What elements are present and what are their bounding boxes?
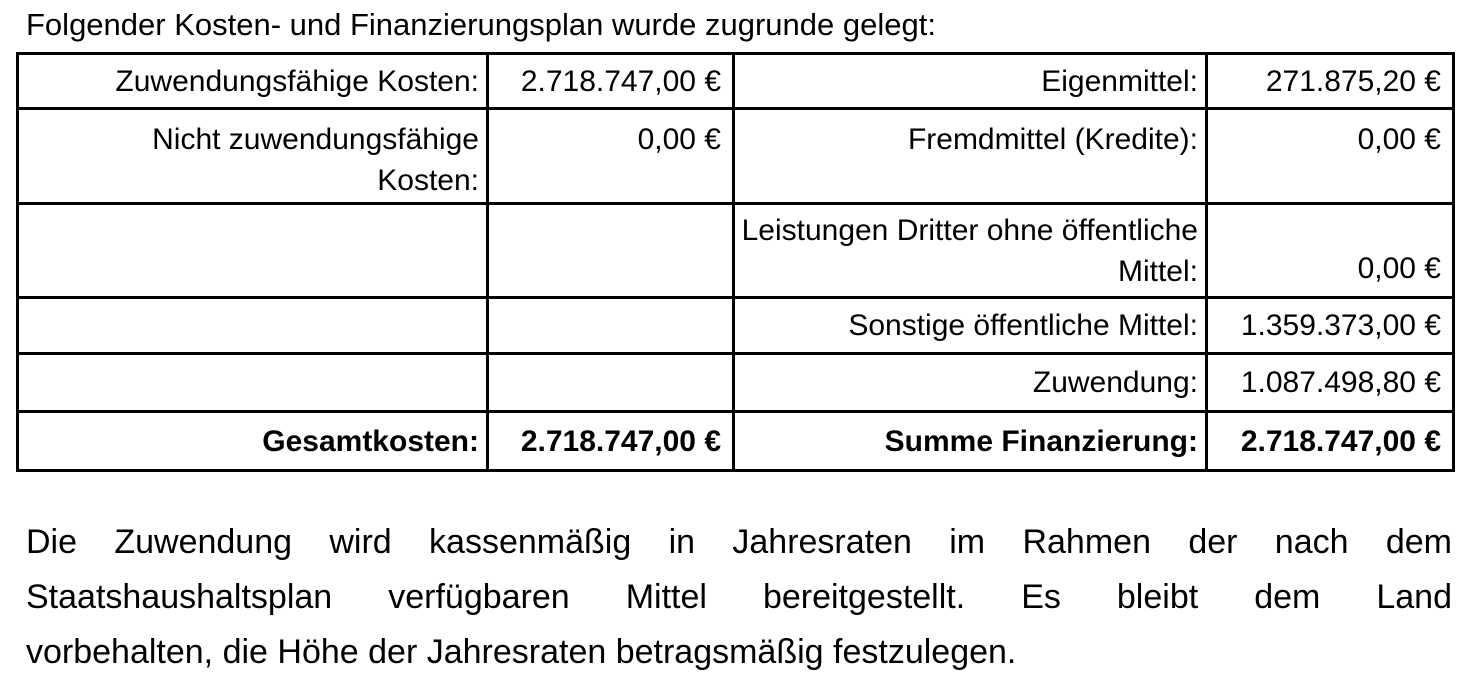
finance-value-cell: 1.087.498,80 € (1207, 354, 1454, 412)
finance-label-cell: Sonstige öffentliche Mittel: (734, 298, 1207, 354)
table-row (18, 298, 1454, 354)
paragraph-line: Staatshaushaltsplan verfügbaren Mittel bereitgestellt. Es bleibt dem Land (26, 578, 1452, 616)
finance-value-cell: 1.359.373,00 € (1207, 298, 1454, 354)
table-row (18, 109, 1454, 204)
disbursement-paragraph (26, 515, 1452, 680)
finance-label-cell: Fremdmittel (Kredite): (734, 109, 1207, 204)
table-row (18, 54, 1454, 109)
cost-value-cell (488, 204, 734, 298)
table-row (18, 354, 1454, 412)
total-finance-label-cell: Summe Finanzierung: (734, 412, 1207, 471)
cost-value-cell (488, 298, 734, 354)
table-row (18, 204, 1454, 298)
finance-value-cell: 271.875,20 € (1207, 54, 1454, 109)
cost-label-cell (18, 354, 488, 412)
total-cost-label-cell: Gesamtkosten: (18, 412, 488, 471)
cost-financing-table (16, 52, 1455, 472)
total-finance-value-cell: 2.718.747,00 € (1207, 412, 1454, 471)
document-title: Folgender Kosten- und Finanzierungsplan wurde zugrunde gelegt: (26, 7, 936, 42)
total-cost-value-cell: 2.718.747,00 € (488, 412, 734, 471)
cost-label-cell (18, 298, 488, 354)
cost-label-cell: Zuwendungsfähige Kosten: (18, 54, 488, 109)
finance-label-cell: Leistungen Dritter ohne öffentliche Mittel: (734, 204, 1207, 298)
finance-label-cell: Zuwendung: (734, 354, 1207, 412)
cost-label-cell (18, 204, 488, 298)
cost-label-cell: Nicht zuwendungsfähige Kosten: (18, 109, 488, 204)
cost-value-cell: 2.718.747,00 € (488, 54, 734, 109)
table-total-row (18, 412, 1454, 471)
finance-value-cell: 0,00 € (1207, 109, 1454, 204)
finance-label-cell: Eigenmittel: (734, 54, 1207, 109)
paragraph-line: vorbehalten, die Höhe der Jahresraten betragsmäßig festzulegen. (26, 633, 1017, 671)
cost-value-cell: 0,00 € (488, 109, 734, 204)
cost-value-cell (488, 354, 734, 412)
finance-value-cell: 0,00 € (1207, 204, 1454, 298)
paragraph-line: Die Zuwendung wird kassenmäßig in Jahresraten im Rahmen der nach dem (26, 523, 1452, 561)
